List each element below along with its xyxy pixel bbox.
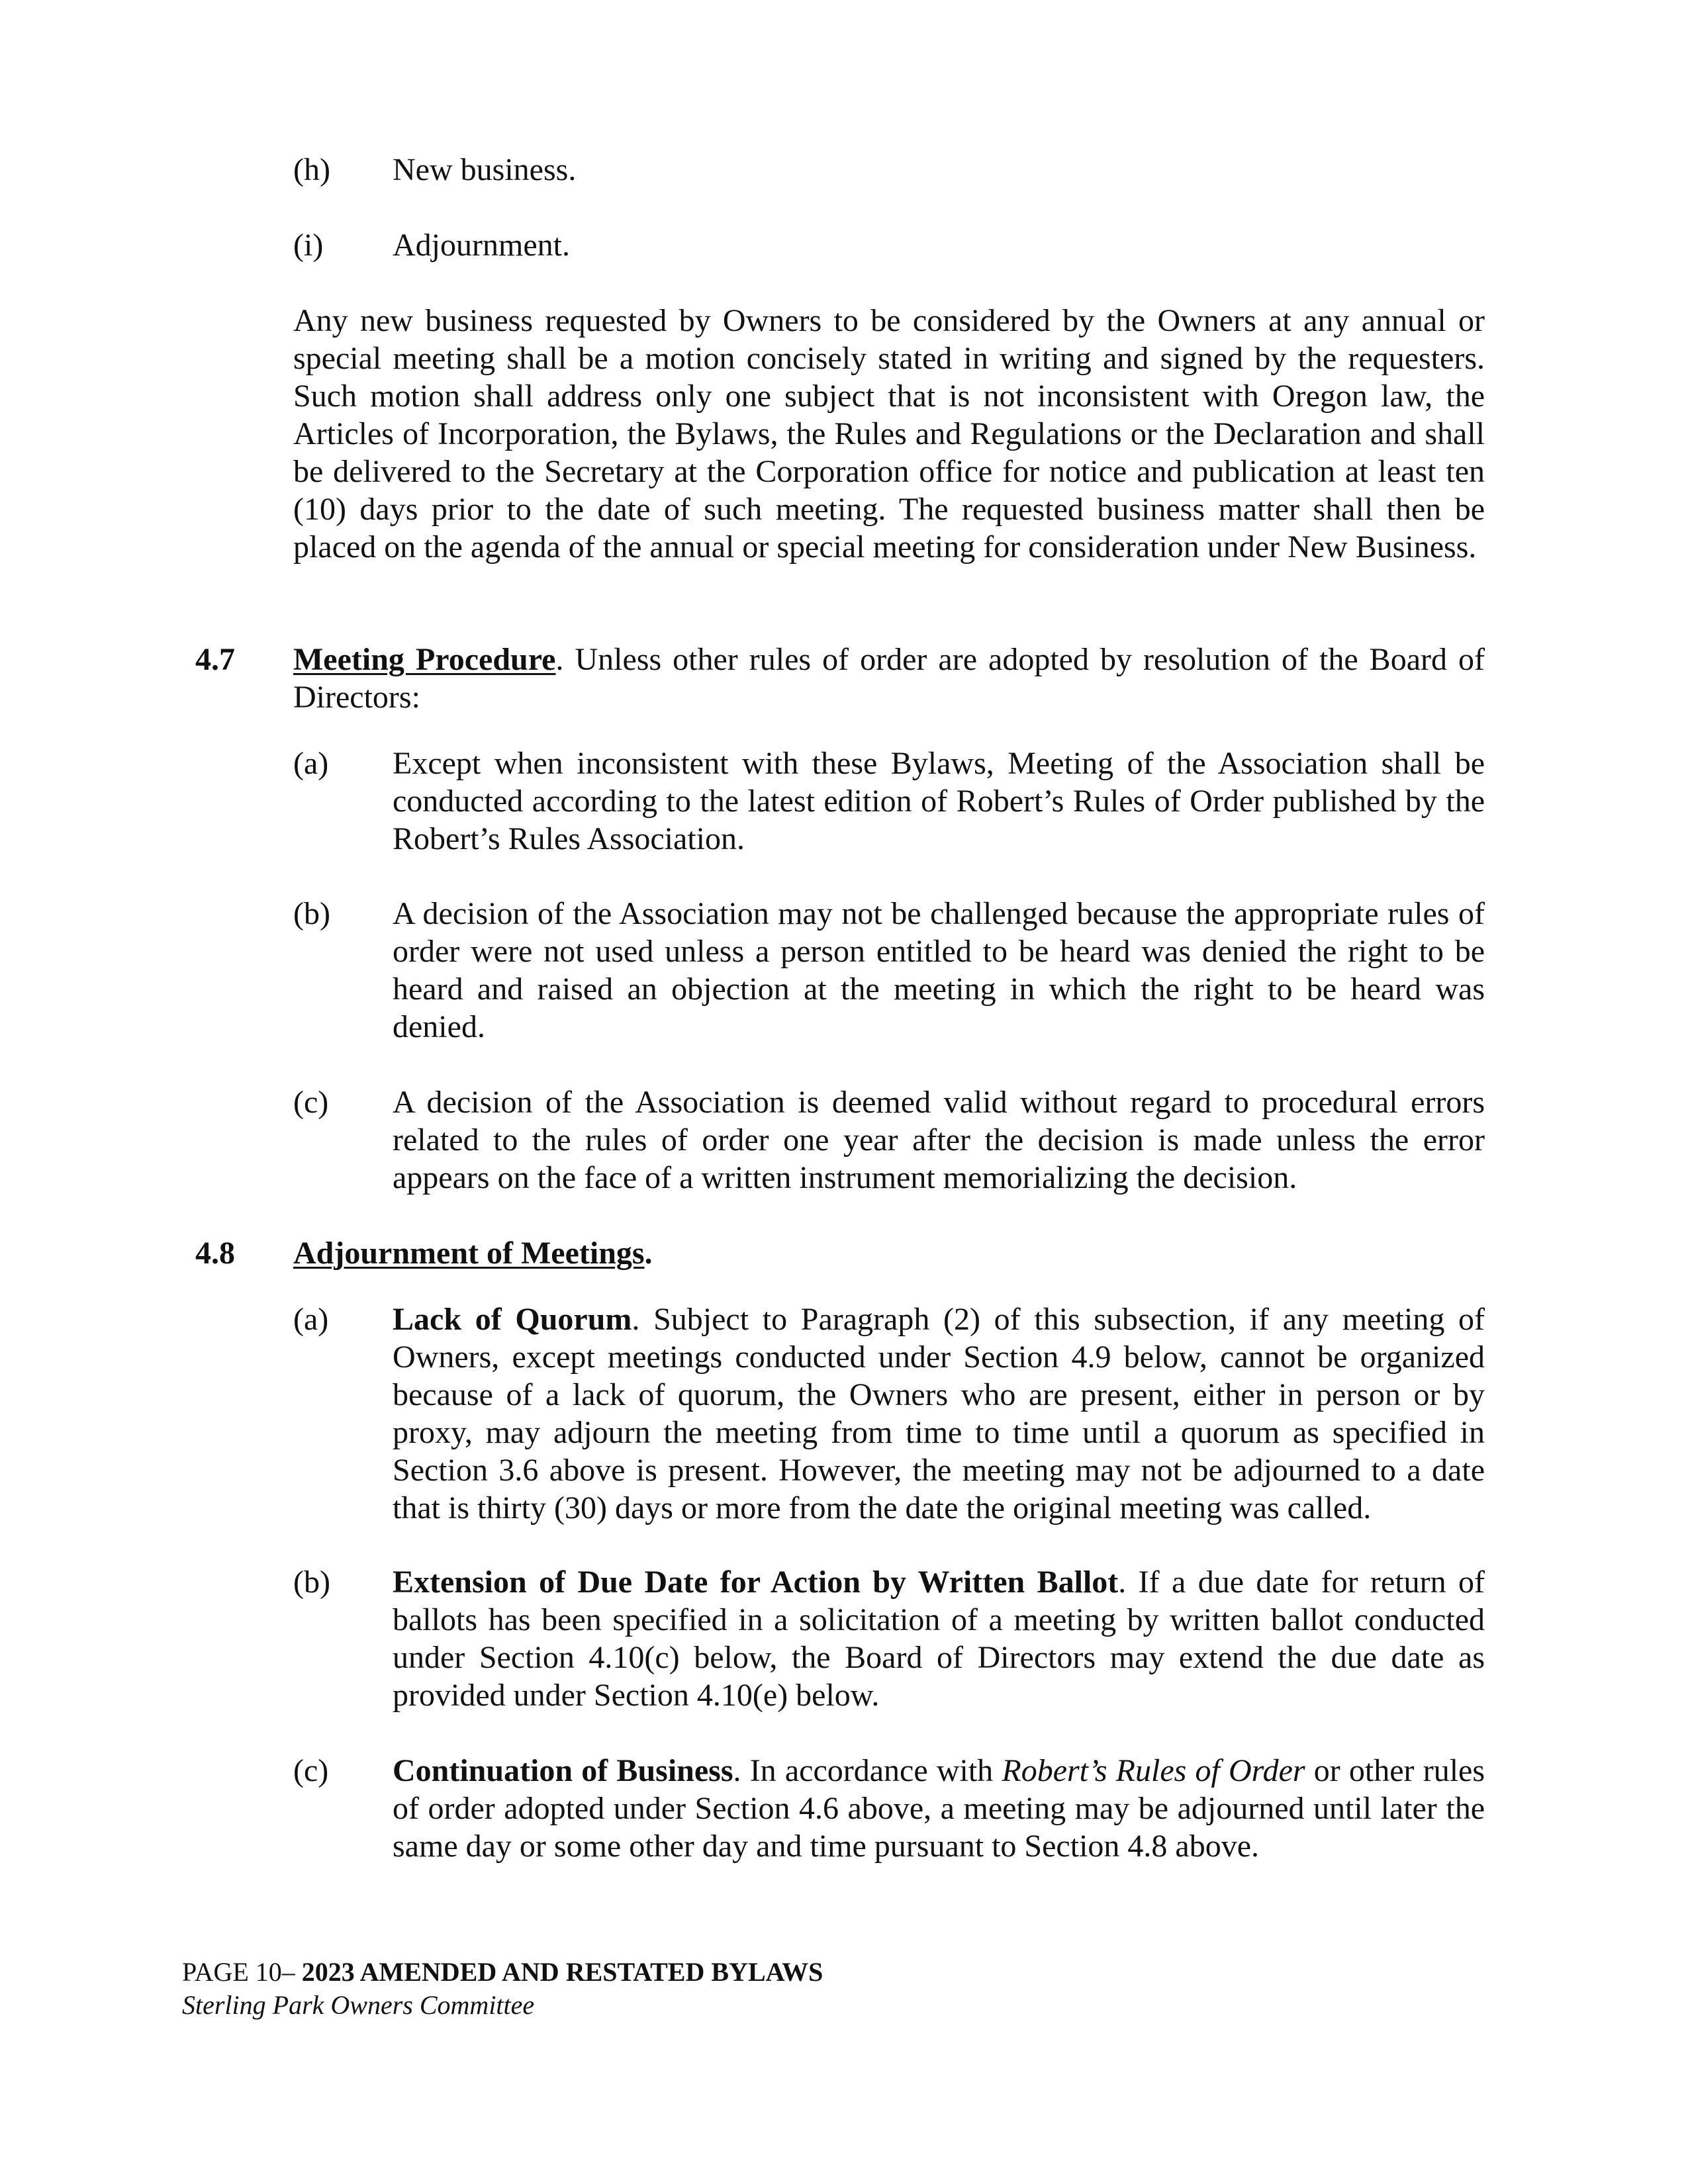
item-label: (h) bbox=[293, 152, 330, 187]
footer-page-number: PAGE 10 bbox=[182, 1957, 282, 1987]
section-intro-text: . Unless other rules of order are adopted by resolution of the Board of Directors: bbox=[293, 642, 1485, 715]
footer-line-1 bbox=[182, 1956, 823, 1989]
item-text: A decision of the Association may not be challenged because the appropriate rules of order were not used unless a person entitled to be heard was denied the right to be heard and raised an objection at the meeting in which the right to be heard was denied. bbox=[393, 896, 1485, 1044]
item-italic-title: Robert’s Rules of Order bbox=[1002, 1753, 1305, 1788]
item-body: . Subject to Paragraph (2) of this subsection, if any meeting of Owners, except meetings conducted under Section 4.9 below, cannot be organized because of a lack of quorum, the Owners who are present, either in person or by proxy, may adjourn the meeting from time to time until a quorum as specified in Section 3.6 above is present. However, the meeting may not be adjourned to a date that is thirty (30) days or more from the date the original meeting was called. bbox=[393, 1302, 1485, 1525]
item-label: (i) bbox=[293, 228, 324, 263]
item-body: . If a due date for return of ballots has been specified in a solicitation of a meeting by written ballot conducted under Section 4.10(c) below, the Board of Directors may extend the due date as provided under Section 4.10(e) below. bbox=[393, 1565, 1485, 1713]
item-title: Lack of Quorum bbox=[393, 1302, 632, 1337]
item-label: (a) bbox=[293, 1302, 329, 1337]
section-number: 4.7 bbox=[195, 642, 235, 677]
section-number: 4.8 bbox=[195, 1236, 235, 1271]
footer-document-title: 2023 AMENDED AND RESTATED BYLAWS bbox=[301, 1957, 823, 1987]
item-body-after: or other rules of order adopted under Section 4.6 above, a meeting may be adjourned until later the same day or some other day and time pursuant to Section 4.8 above. bbox=[393, 1753, 1485, 1864]
item-text: A decision of the Association is deemed valid without regard to procedural errors related to the rules of order one year after the decision is made unless the error appears on the face of a written instrument memorializing the decision. bbox=[393, 1085, 1485, 1195]
item-text bbox=[393, 1563, 1485, 1714]
section-heading: Adjournment of Meetings bbox=[293, 1236, 645, 1271]
item-body-before: . In accordance with bbox=[733, 1753, 1002, 1788]
item-text: New business. bbox=[393, 152, 577, 187]
item-title: Extension of Due Date for Action by Written Ballot bbox=[393, 1565, 1119, 1600]
item-text: Adjournment. bbox=[393, 228, 570, 263]
item-label: (b) bbox=[293, 896, 330, 931]
item-label: (a) bbox=[293, 746, 329, 781]
new-business-paragraph: Any new business requested by Owners to be considered by the Owners at any annual or special meeting shall be a motion concisely stated in writing and signed by the requesters. Such motion shall address only one subject that is not inconsistent with Oregon law, the Articles of Incorporation, the Bylaws, the Rules and Regulations or the Declaration and shall be delivered to the Secretary at the Corporation office for notice and publication at least ten (10) days prior to the date of such meeting. The requested business matter shall then be placed on the agenda of the annual or special meeting for consideration under New Business. bbox=[293, 303, 1485, 565]
footer-organization: Sterling Park Owners Committee bbox=[182, 1990, 535, 2020]
item-label: (c) bbox=[293, 1753, 329, 1788]
item-label: (c) bbox=[293, 1085, 329, 1120]
section-heading-end: . bbox=[644, 1236, 653, 1271]
item-text: Except when inconsistent with these Bylaws, Meeting of the Association shall be conducted according to the latest edition of Robert’s Rules of Order published by the Robert’s Rules Association. bbox=[393, 746, 1485, 856]
item-text bbox=[393, 1300, 1485, 1527]
item-text bbox=[393, 1752, 1485, 1865]
section-heading-line bbox=[293, 1234, 1485, 1272]
item-label: (b) bbox=[293, 1565, 330, 1600]
footer-dash: – bbox=[281, 1957, 302, 1987]
section-heading: Meeting Procedure bbox=[293, 642, 556, 677]
section-intro bbox=[293, 641, 1485, 716]
page-footer bbox=[182, 1956, 823, 2022]
item-title: Continuation of Business bbox=[393, 1753, 733, 1788]
